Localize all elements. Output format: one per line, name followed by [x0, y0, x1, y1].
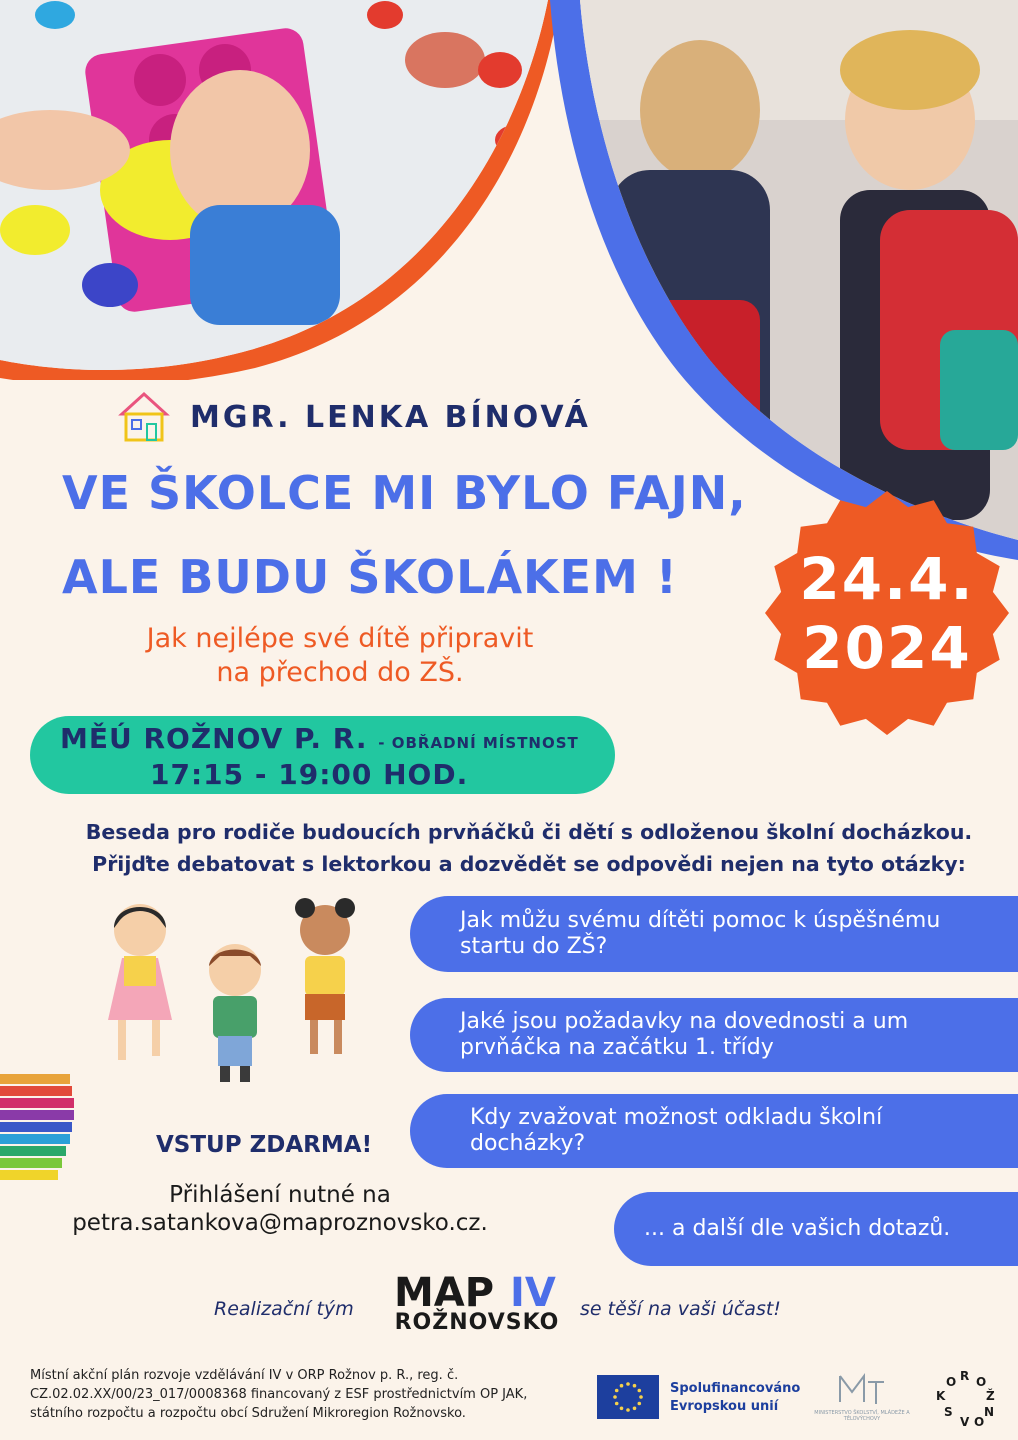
eu-flag-icon — [597, 1375, 659, 1419]
crayons-illustration — [0, 1070, 80, 1190]
question-2 — [410, 998, 1018, 1072]
venue-place-name: MĚÚ ROŽNOV P. R. — [60, 722, 368, 755]
subtitle — [60, 622, 620, 690]
svg-text:O: O — [976, 1375, 987, 1389]
question-4-text: ... a další dle vašich dotazů. — [644, 1216, 951, 1241]
eu-line-2: Evropskou unií — [670, 1399, 779, 1414]
question-3 — [410, 1094, 1018, 1168]
question-1-text: Jak můžu svému dítěti pomoc k úspěšnému startu do ZŠ? — [460, 908, 941, 959]
subtitle-line-1: Jak nejlépe své dítě připravit — [146, 623, 534, 654]
eu-cofunded — [670, 1380, 800, 1416]
eu-star — [633, 1384, 637, 1388]
eu-star — [638, 1389, 642, 1393]
team-text-right: se těší na vaši účast! — [580, 1298, 781, 1320]
registration-label: Přihlášení nutné na — [169, 1182, 391, 1208]
footer-text: Místní akční plán rozvoje vzdělávání IV v ORP Rožnov p. R., reg. č. CZ.02.02.XX/00/23_017/0008368 financovaný z ESF prostřednictvím OP JAK, státního rozpočtu a rozpočtu obcí Sdružení Mikroregion Rožnovsko. — [30, 1368, 528, 1421]
title-line-2: ALE BUDU ŠKOLÁKEM ! — [62, 550, 678, 604]
eu-line-1: Spolufinancováno — [670, 1381, 801, 1396]
eu-star — [633, 1407, 637, 1411]
eu-star — [638, 1402, 642, 1406]
logo-map-text: MAP — [394, 1270, 495, 1310]
roznovsko-logo — [932, 1366, 1002, 1430]
playdough-photo — [0, 0, 560, 380]
date-day-month: 24.4. — [799, 545, 975, 613]
eu-star — [639, 1395, 643, 1399]
msmt-logo — [812, 1372, 912, 1422]
svg-text:R: R — [960, 1369, 970, 1383]
title-line-1: VE ŠKOLCE MI BYLO FAJN, — [62, 466, 747, 520]
date-year: 2024 — [802, 614, 972, 682]
intro-line-2: Přijďte debatovat s lektorkou a dozvědět se odpovědi nejen na tyto otázky: — [92, 852, 966, 876]
intro-line-1: Beseda pro rodiče budoucích prvňáčků či dětí s odloženou školní docházkou. — [85, 820, 973, 844]
eu-star — [626, 1382, 630, 1386]
svg-text:K: K — [936, 1389, 946, 1403]
svg-text:S: S — [944, 1405, 953, 1419]
registration-email[interactable]: petra.satankova@maproznovsko.cz. — [72, 1210, 488, 1236]
subtitle-line-2: na přechod do ZŠ. — [216, 657, 464, 688]
jumping-kids-illustration — [80, 890, 380, 1090]
svg-text:V: V — [960, 1415, 970, 1429]
svg-text:O: O — [974, 1415, 985, 1429]
question-4 — [614, 1192, 1018, 1266]
svg-text:O: O — [946, 1375, 957, 1389]
venue-time: 17:15 - 19:00 HOD. — [150, 758, 469, 791]
logo-iv-text: IV — [510, 1270, 556, 1310]
venue-place — [60, 722, 579, 755]
logo-region-text: ROŽNOVSKO — [394, 1310, 560, 1335]
svg-text:Ž: Ž — [986, 1389, 995, 1403]
eu-star — [620, 1384, 624, 1388]
question-2-text: Jaké jsou požadavky na dovednosti a um prvňáčka na začátku 1. třídy — [460, 1009, 909, 1060]
question-3-text: Kdy zvažovat možnost odkladu školní docházky? — [470, 1105, 883, 1156]
eu-star — [615, 1389, 619, 1393]
free-entry: VSTUP ZDARMA! — [156, 1132, 373, 1158]
question-1 — [410, 896, 1018, 972]
date-badge — [762, 488, 1012, 738]
venue-room: - OBŘADNÍ MÍSTNOST — [378, 734, 579, 752]
speaker-name: MGR. LENKA BÍNOVÁ — [190, 400, 591, 435]
eu-star — [626, 1408, 630, 1412]
house-drawing-icon — [116, 388, 172, 444]
eu-star — [613, 1395, 617, 1399]
eu-star — [620, 1407, 624, 1411]
msmt-text: MINISTERSTVO ŠKOLSTVÍ, MLÁDEŽE A TĚLOVÝCHOVY — [814, 1410, 910, 1422]
eu-star — [615, 1402, 619, 1406]
svg-text:N: N — [984, 1405, 995, 1419]
team-text-left: Realizační tým — [214, 1298, 354, 1320]
